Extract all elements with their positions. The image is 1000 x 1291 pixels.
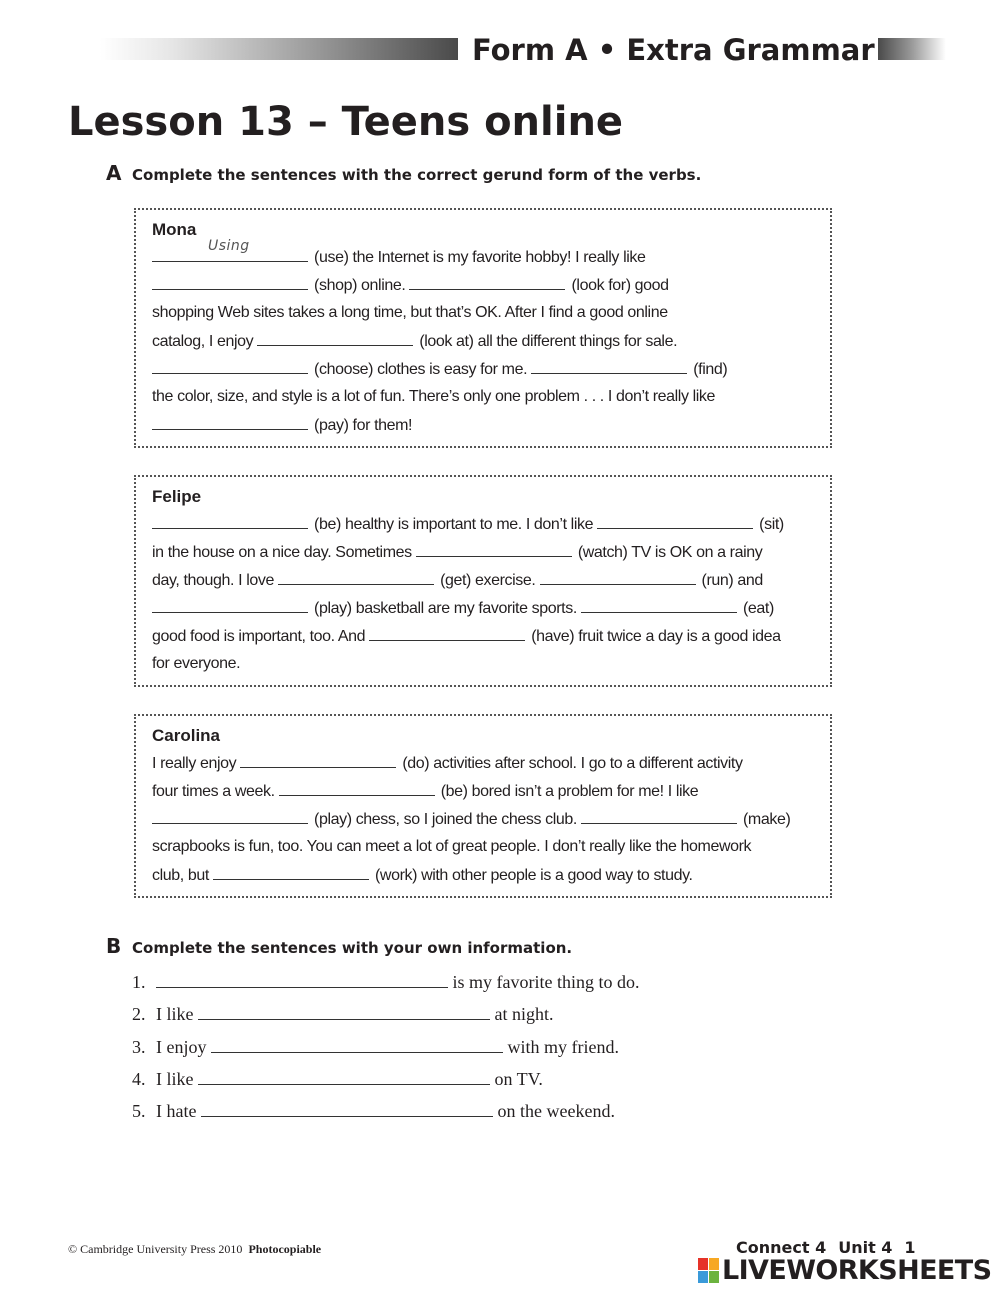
logo-square: [709, 1258, 719, 1270]
sentence-text: (play) basketball are my favorite sports.: [314, 600, 577, 617]
sentence-text: club, but: [152, 867, 209, 884]
list-item: [132, 1035, 619, 1059]
answer-blank[interactable]: [597, 510, 753, 529]
item-text: with my friend.: [507, 1037, 619, 1057]
item-number: 1.: [132, 972, 146, 992]
sentence-text: scrapbooks is fun, too. You can meet a lot of great people. I don’t really like the homework: [152, 838, 752, 855]
list-item: [132, 1002, 554, 1026]
sentence-text: (get) exercise.: [440, 572, 536, 589]
item-text: I enjoy: [156, 1037, 207, 1057]
sentence-text: (use) the Internet is my favorite hobby! I really like: [314, 249, 646, 266]
answer-blank[interactable]: [152, 510, 308, 529]
sentence-text: for everyone.: [152, 655, 241, 672]
sentence-text: I really enjoy: [152, 755, 237, 772]
sentence-text: (find): [693, 361, 728, 378]
sentence-text: (watch) TV is OK on a rainy: [577, 544, 763, 561]
answer-blank[interactable]: [278, 566, 434, 585]
logo-square: [698, 1271, 708, 1283]
sentence-text: (do) activities after school. I go to a different activity: [402, 755, 743, 772]
item-number: 3.: [132, 1037, 146, 1057]
section-b-instruction: Complete the sentences with your own information.: [132, 939, 573, 957]
header-gradient-bar-right: [878, 38, 946, 60]
sentence-text: (look at) all the different things for sale.: [419, 333, 678, 350]
carolina-box: [134, 714, 832, 898]
answer-blank[interactable]: [257, 327, 413, 346]
answer-blank[interactable]: [581, 805, 737, 824]
sentence-text: (have) fruit twice a day is a good idea: [531, 628, 781, 645]
logo-squares-icon: [698, 1258, 720, 1284]
sentence-text: day, though. I love: [152, 572, 274, 589]
section-b-letter: B: [106, 934, 122, 958]
logo-square: [698, 1258, 708, 1270]
item-text: on the weekend.: [497, 1101, 615, 1121]
answer-blank[interactable]: [156, 971, 448, 988]
sentence-text: (eat): [742, 600, 774, 617]
item-text: I like: [156, 1004, 194, 1024]
sentence-text: (play) chess, so I joined the chess club.: [314, 811, 577, 828]
answer-blank[interactable]: [198, 1068, 490, 1085]
lesson-title: Lesson 13 – Teens online: [68, 99, 624, 145]
item-text: is my favorite thing to do.: [452, 972, 640, 992]
list-item: [132, 1067, 543, 1091]
item-number: 4.: [132, 1069, 146, 1089]
liveworksheets-logo[interactable]: [698, 1256, 998, 1286]
sentence-text: (pay) for them!: [314, 417, 413, 434]
felipe-box: [134, 475, 832, 687]
sentence-text: (choose) clothes is easy for me.: [314, 361, 528, 378]
item-text: on TV.: [494, 1069, 543, 1089]
carolina-name: Carolina: [152, 726, 221, 745]
list-item: [132, 1099, 615, 1123]
sentence-text: (be) healthy is important to me. I don’t like: [314, 516, 594, 533]
felipe-name: Felipe: [152, 487, 202, 506]
filled-answer: Using: [208, 238, 250, 254]
page-number: 1: [904, 1238, 916, 1257]
answer-blank[interactable]: [409, 271, 565, 290]
answer-blank[interactable]: [198, 1003, 490, 1020]
brand-name: LIVEWORKSHEETS: [722, 1255, 992, 1286]
sentence-text: (make): [743, 811, 791, 828]
unit-label: Unit 4: [838, 1238, 893, 1257]
sentence-text: catalog, I enjoy: [152, 333, 254, 350]
photocopiable-label: Photocopiable: [248, 1242, 322, 1256]
mona-name: Mona: [152, 220, 197, 239]
answer-blank[interactable]: [152, 594, 308, 613]
answer-blank[interactable]: [152, 271, 308, 290]
sentence-text: shopping Web sites takes a long time, but that’s OK. After I find a good online: [152, 304, 668, 321]
answer-blank[interactable]: [211, 1036, 503, 1053]
answer-blank[interactable]: [152, 805, 308, 824]
section-a-letter: A: [106, 161, 122, 185]
answer-blank[interactable]: [152, 411, 308, 430]
book-name: Connect 4: [736, 1238, 827, 1257]
answer-blank[interactable]: [531, 355, 687, 374]
section-a-heading: [106, 161, 701, 185]
answer-blank[interactable]: [152, 238, 308, 262]
sentence-text: in the house on a nice day. Sometimes: [152, 544, 412, 561]
header-gradient-bar-left: [100, 38, 458, 60]
list-item: [132, 970, 639, 994]
sentence-text: the color, size, and style is a lot of fun. There’s only one problem . . . I don’t really like: [152, 388, 716, 405]
logo-square: [709, 1271, 719, 1283]
answer-blank[interactable]: [152, 355, 308, 374]
answer-blank[interactable]: [369, 622, 525, 641]
item-number: 5.: [132, 1101, 146, 1121]
answer-blank[interactable]: [416, 538, 572, 557]
answer-blank[interactable]: [279, 777, 435, 796]
section-a-instruction: Complete the sentences with the correct gerund form of the verbs.: [132, 166, 702, 184]
answer-blank[interactable]: [201, 1100, 493, 1117]
item-text: I like: [156, 1069, 194, 1089]
copyright-text: © Cambridge University Press 2010: [68, 1242, 243, 1256]
sentence-text: (shop) online.: [314, 277, 406, 294]
answer-blank[interactable]: [581, 594, 737, 613]
sentence-text: (work) with other people is a good way to study.: [374, 867, 693, 884]
mona-box: [134, 208, 832, 448]
sentence-text: (sit): [759, 516, 784, 533]
item-text: at night.: [494, 1004, 554, 1024]
form-title: Form A • Extra Grammar: [472, 33, 875, 67]
sentence-text: (be) bored isn’t a problem for me! I like: [440, 783, 699, 800]
sentence-text: good food is important, too. And: [152, 628, 366, 645]
sentence-text: four times a week.: [152, 783, 275, 800]
answer-blank[interactable]: [240, 749, 396, 768]
copyright-notice: [68, 1242, 321, 1257]
section-b-heading: [106, 934, 572, 958]
sentence-text: (run) and: [701, 572, 763, 589]
sentence-text: (look for) good: [571, 277, 669, 294]
item-text: I hate: [156, 1101, 197, 1121]
answer-blank[interactable]: [213, 861, 369, 880]
answer-blank[interactable]: [540, 566, 696, 585]
item-number: 2.: [132, 1004, 146, 1024]
